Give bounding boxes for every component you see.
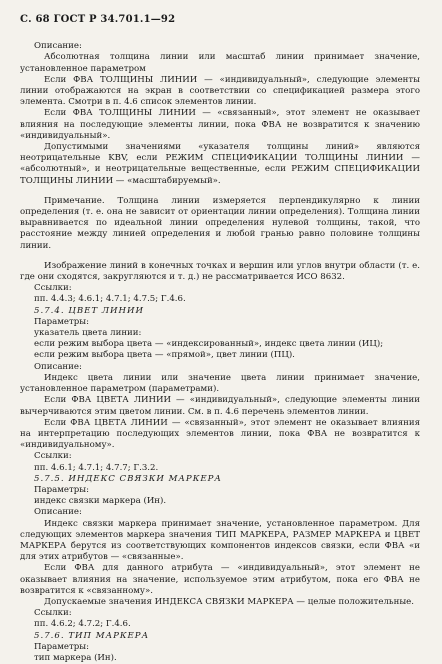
text-line: указатель цвета линии: [34,328,142,339]
text-line: Описание: [34,361,82,372]
text-line: индекс связки маркера (Ин). [34,496,167,507]
text-line: Если ФВА ЦВЕТА ЛИНИИ — «связанный», этот элемент не оказывает влияния на интерпретацию последующих элементов линии, пока ФВА не возвратится к «индивидуальному». [20,417,420,451]
text-line: Параметры: [34,484,90,495]
text-line: Если ФВА ТОЛЩИНЫ ЛИНИИ — «индивидуальный», следующие элементы линии отображаются на экран в соответствии со спецификацией размера этого элемента. Смотри в п. 4.6 список элементов линии. [20,74,420,108]
text-line: Описание: [34,507,82,518]
text-line: Допустимыми значениями «указателя толщины линий» являются неотрицательные KBV, если РЕЖИМ СПЕЦИФИКАЦИИ ТОЛЩИНЫ ЛИНИИ — «абсолютный», и неотрицательные вещественные, если РЕЖИМ СПЕЦИФИКАЦИИ ТОЛЩИНЫ ЛИНИИ — «масштабируемый». [20,142,420,186]
text-line: Примечание. Толщина линии измеряется перпендикулярно к линии определения (т. е. она не зависит от ориентации линии определения). Толщина линии выравнивается по идеальной линии определения нулевой толщины, такой, что расстояние между линией определения и любой гранью равно половине толщины линии. [20,195,420,251]
text-line: пп. 4.4.3; 4.6.1; 4.7.1; 4.7.5; Г.4.6. [34,294,186,305]
text-line: если режим выбора цвета — «индексированный», индекс цвета линии (ИЦ); [34,339,384,350]
text-line: пп. 4.6.1; 4.7.1; 4.7.7; Г.3.2. [34,462,159,473]
spacer [20,252,420,261]
text-line: Индекс цвета линии или значение цвета линии принимает значение, установленное параметром (параметрами). [20,372,420,395]
text-line: Абсолютная толщина линии или масштаб линии принимает значение, установленное параметром [20,52,420,74]
text-line: Если ФВА ЦВЕТА ЛИНИИ — «индивидуальный», следующие элементы линии вычерчиваются этим цветом линии. См. в п. 4.6 перечень элементов линии. [20,395,420,417]
text-line: Если ФВА для данного атрибута — «индивидуальный», этот элемент не оказывает влияния на значение, используемое этим атрибутом, пока его ФВА не возвратится к «связанному». [20,563,420,596]
spacer [20,187,420,196]
text-line: 5.7.4. ЦВЕТ ЛИНИИ [34,305,145,316]
text-line: Допускаемые значения ИНДЕКСА СВЯЗКИ МАРКЕРА — целые положительные. [44,596,414,607]
text-line: Если ФВА ТОЛЩИНЫ ЛИНИИ — «связанный», этот элемент не оказывает влияния на последующие элементы линии, пока ФВА не возвратится к значению «индивидуальный». [20,108,420,141]
text-line: 5.7.5. ИНДЕКС СВЯЗКИ МАРКЕРА [34,473,222,484]
text-line: тип маркера (Ин). [34,652,117,663]
text-line: Индекс связки маркера принимает значение, установленное параметром. Для следующих элементов маркера значения ТИП МАРКЕРА, РАЗМЕР МАРКЕРА и ЦВЕТ МАРКЕРА берутся из соответствующих компонентов индексов связки, если ФВА «и для этих атрибутов — «связанные». [20,518,420,563]
text-line: если режим выбора цвета — «прямой», цвет линии (ПЦ). [34,350,295,361]
page-header: С. 68 ГОСТ Р 34.701.1—92 [20,14,176,25]
text-line: Описание: [34,41,82,52]
document-body [20,41,420,664]
text-line: Изображение линий в конечных точках и вершин или углов внутри области (т. е. где они сходятся, закругляются и т. д.) не рассматривается ИСО 8632. [20,260,420,283]
text-line: Ссылки: [34,451,72,462]
text-line: Параметры: [34,316,90,327]
text-line: пп. 4.6.2; 4.7.2; Г.4.6. [34,619,131,630]
text-line: Ссылки: [34,283,72,294]
text-line: Параметры: [34,641,90,652]
text-line: 5.7.6. ТИП МАРКЕРА [34,630,150,641]
text-line: Ссылки: [34,608,72,619]
